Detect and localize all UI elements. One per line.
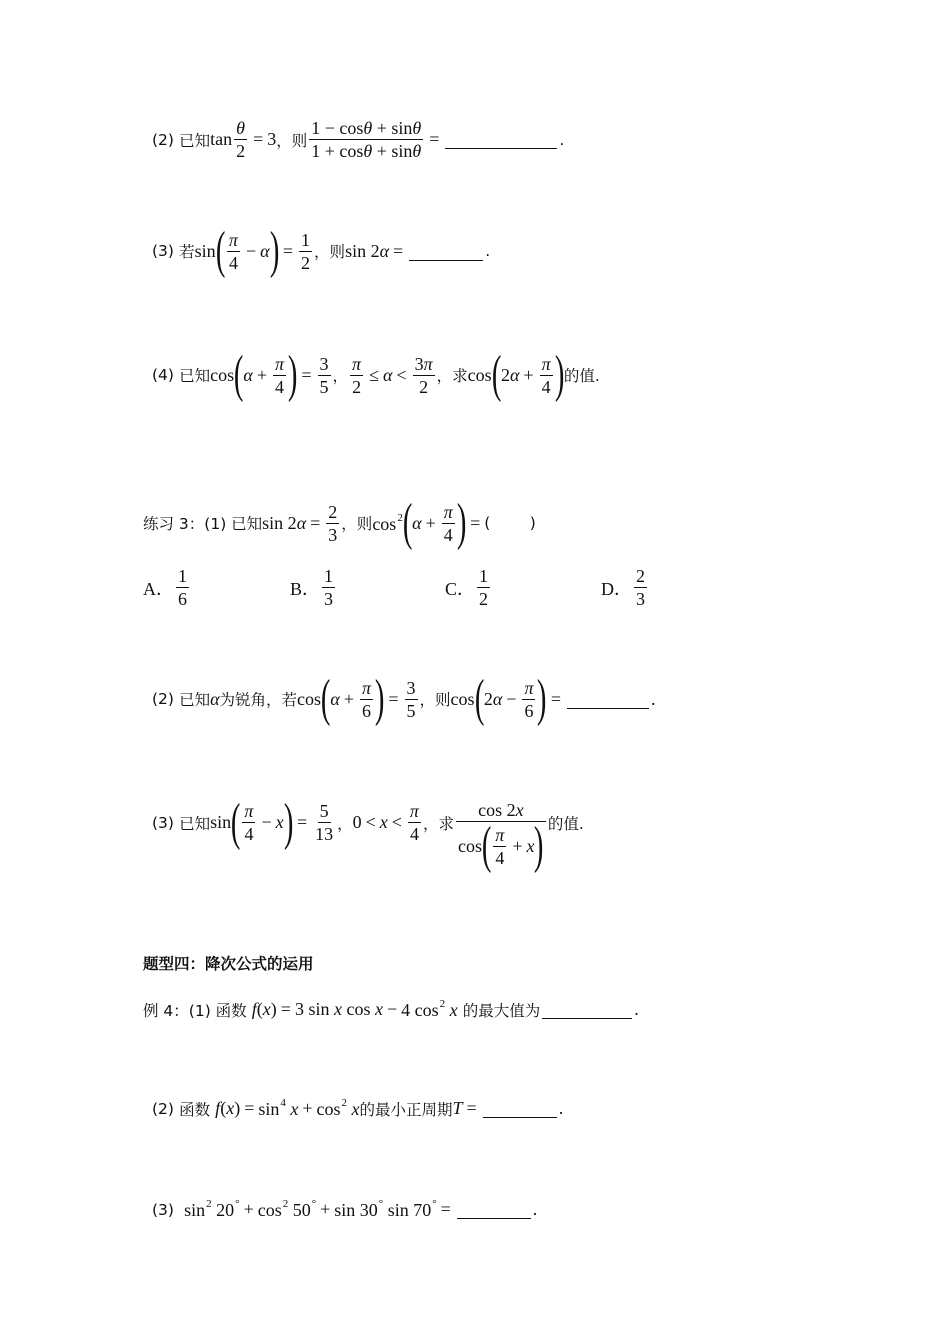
section-heading: 题型四：降次公式的运用	[143, 955, 314, 973]
question-2: (2) 已知 tan $\frac{\theta}{2}$ = 3 ，则 $\frac{1 - \cos\theta + \sin\theta}{1 + \cos\theta + \sin\theta}$ = .	[152, 118, 565, 161]
option-c[interactable]: C． $\frac{1}{2}$	[445, 566, 489, 609]
answer-paren[interactable]: ( )	[484, 514, 536, 532]
question-label: (2)	[152, 130, 174, 149]
answer-blank[interactable]	[409, 242, 483, 261]
question-label: (3)	[152, 242, 174, 260]
fraction: $\frac{1 - \cos\theta + \sin\theta}{1 + \cos\theta + \sin\theta}$	[311, 118, 422, 161]
fraction: $\frac{\theta}{2}$	[236, 118, 246, 161]
answer-blank[interactable]	[567, 690, 649, 709]
example-4-q3: (3) $\sin^2 20^\circ$ + $\cos^2 50^\circ$ + sin 30° sin 70° = .	[152, 1198, 538, 1220]
answer-blank[interactable]	[445, 130, 557, 149]
exercise-3-q3: (3) 已知 sin ( $\frac{\pi}{4}$ − x ) = $\frac{5}{13}$ ， 0 < x < $\frac{\pi}{4}$ ，求 cos 2x cos ( $\frac{\pi}{4}$ + x ) 的值.	[152, 793, 584, 874]
option-b[interactable]: B． $\frac{1}{3}$	[290, 566, 334, 609]
exercise-3-q2: (2) 已知 α 为锐角，若 cos ( α + $\frac{\pi}{6}$ ) = $\frac{3}{5}$ ，则 cos ( 2 α − $\frac{\pi}{6}$ ) = .	[152, 670, 656, 727]
example-title: 例 4：(1) 函数	[143, 1001, 247, 1020]
question-label: (4)	[152, 366, 174, 384]
option-a[interactable]: A． $\frac{1}{6}$	[143, 566, 187, 609]
question-3: (3) 若 sin ( $\frac{\pi}{4}$ − α ) = $\frac{1}{2}$ ，则 sin 2 α = .	[152, 222, 491, 279]
example-4-q1: 例 4：(1) 函数 f ( x ) = 3 sin x cos x − 4 $\cos^2 x$ 的最大值为 .	[143, 998, 639, 1020]
question-text: 已知	[179, 131, 211, 150]
answer-blank[interactable]	[542, 1000, 632, 1019]
answer-blank[interactable]	[483, 1099, 557, 1118]
option-d[interactable]: D． $\frac{2}{3}$	[601, 566, 645, 609]
exercise-3-q1: 练习 3：(1) 已知 sin 2 α = $\frac{2}{3}$ ，则 $\cos^2$ ( α + $\frac{\pi}{4}$ ) = ( )	[143, 494, 536, 551]
exercise-title: 练习 3：(1) 已知	[143, 515, 263, 533]
answer-blank[interactable]	[457, 1200, 531, 1219]
example-4-q2: (2) 函数 f ( x ) = $\sin^4 x$ + $\cos^2 x$ 的最小正周期 T = .	[152, 1097, 564, 1119]
question-4: (4) 已知 cos ( α + $\frac{\pi}{4}$ ) = $\frac{3}{5}$ ， $\frac{\pi}{2}$ ≤ α < $\frac{3\pi}{2}$ ，求 cos ( 2 α + $\frac{\pi}{4}$ ) 的值.	[152, 346, 600, 403]
